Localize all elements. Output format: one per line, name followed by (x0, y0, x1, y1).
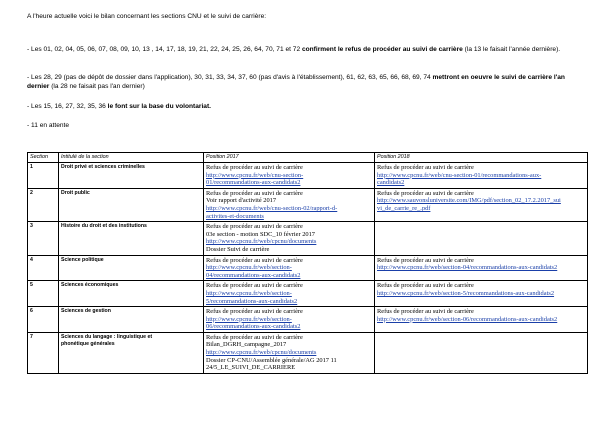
reference-link[interactable]: http://www.cpcnu.fr/web/section-06/recommandations-aux-candidats2 (377, 315, 558, 323)
position-text: Refus de procéder au suivi de carrière (206, 189, 303, 197)
position-text: Voir rapport d'activité 2017 (206, 197, 277, 205)
reference-link[interactable]: candidats2 (377, 179, 405, 187)
reference-link[interactable]: activites-et-documents (206, 212, 264, 220)
position-2018-cell (375, 332, 588, 373)
section-number: 6 (28, 307, 59, 333)
section-title-line: Sciences économiques (61, 282, 119, 289)
table-body (28, 163, 588, 374)
position-2017-cell (204, 222, 375, 255)
position-2018-cell (375, 222, 588, 255)
paragraph-confirm: - Les 01, 02, 04, 05, 06, 07, 08, 09, 10, 13 , 14, 17, 18, 19, 21, 22, 24, 25, 26, 64, 70, 71 et 72 confirment le refus de procéder au suivi de carrière (la 13 le faisait l'année dernière). (27, 46, 561, 53)
reference-link[interactable]: http://www.cpcnu.fr/web/section- (206, 315, 292, 323)
reference-link[interactable]: 5/recommandations-aux-candidats2 (206, 297, 298, 305)
section-title-line: Sciences du langage : linguistique et (61, 333, 153, 340)
reference-link[interactable]: http://www.cpcnu.fr/web/section- (206, 289, 292, 297)
reference-link[interactable]: 01/recommandations-aux-candidats2 (206, 179, 301, 187)
reference-link[interactable]: http://www.cpcnu.fr/web/cnu-section-01/recommandations-aux- (377, 171, 542, 179)
position-text: Refus de procéder au suivi de carrière (377, 164, 474, 171)
reference-link[interactable]: http://www.cpcnu.fr/web/cnu-section- (206, 171, 304, 179)
position-text: Refus de procéder au suivi de carrière (206, 308, 303, 316)
position-text: Refus de procéder au suivi de carrière (377, 282, 474, 290)
paragraph-resume: - Les 28, 29 (pas de dépôt de dossier dans l'application), 30, 31, 33, 34, 37, 60 (pas d'avis à l'établissement), 61, 62, 63, 65, 66, 68, 69, 74 mettront en oeuvre le suivi de carrière l'an dernier (la 28 ne faisait pas l'an dernier) (27, 74, 565, 90)
position-text: Refus de procéder au suivi de carrière (377, 308, 474, 316)
position-text: Refus de procéder au suivi de carrière (206, 256, 303, 264)
section-title (59, 281, 204, 307)
reference-link[interactable]: http://www.sauvonsluniversite.com/IMG/pdf/section_02_17.2.2017_sui (377, 197, 561, 205)
paragraph-volunteer: - Les 15, 16, 27, 32, 35, 36 le font sur la base du volontariat. (27, 103, 211, 110)
header-position-2017: Position 2017 (204, 153, 375, 163)
position-2018-cell (375, 163, 588, 189)
position-2018-cell (375, 307, 588, 333)
section-title-line: Droit privé et sciences criminelles (61, 164, 145, 170)
table-row (28, 281, 588, 307)
table-row (28, 222, 588, 255)
paragraph-waiting: - 11 en attente (27, 122, 70, 129)
table-row (28, 307, 588, 333)
position-2017-cell (204, 332, 375, 373)
position-text: Refus de procéder au suivi de carrière (206, 164, 303, 171)
sections-table (27, 152, 588, 374)
position-2017-cell (204, 307, 375, 333)
position-2017-cell (204, 163, 375, 189)
table-row (28, 255, 588, 281)
intro-paragraph: A l'heure actuelle voici le bilan concernant les sections CNU et le suivi de carrière: (27, 13, 267, 20)
reference-link[interactable]: 06/recommandations-aux-candidats2 (206, 323, 301, 331)
reference-link[interactable]: http://www.cpcnu.fr/web/section- (206, 264, 292, 272)
position-text: Refus de procéder au suivi de carrière (377, 189, 474, 197)
section-number: 4 (28, 255, 59, 281)
section-number: 5 (28, 281, 59, 307)
section-number: 3 (28, 222, 59, 255)
section-title-line: Science politique (61, 256, 104, 263)
section-title-line: phonétique générales (61, 340, 115, 347)
header-intitule: Intitulé de la section (59, 153, 204, 163)
section-title-line: Droit public (61, 189, 90, 196)
reference-link[interactable]: http://www.cpcnu.fr/web/cpcnu/documents (206, 349, 317, 357)
section-number: 2 (28, 188, 59, 221)
position-text: Refus de procéder au suivi de carrière (377, 256, 474, 264)
section-title (59, 332, 204, 373)
position-2017-cell (204, 281, 375, 307)
reference-link[interactable]: vi_de_carrie_re_.pdf (377, 204, 431, 212)
section-title (59, 222, 204, 255)
position-text: Refus de procéder au suivi de carrière (206, 223, 303, 231)
reference-link[interactable]: http://www.cpcnu.fr/web/section-5/recommandations-aux-candidats2 (377, 289, 555, 297)
section-title (59, 163, 204, 189)
section-title (59, 307, 204, 333)
reference-link[interactable]: http://www.cpcnu.fr/web/cnu-section-02/rapport-d- (206, 204, 338, 212)
header-position-2018: Position 2018 (375, 153, 588, 163)
position-2018-cell (375, 255, 588, 281)
table-header-row (28, 153, 588, 163)
section-title-line: Histoire du droit et des institutions (61, 223, 147, 230)
table-row (28, 163, 588, 189)
position-text: Refus de procéder au suivi de carrière (206, 333, 303, 341)
section-title (59, 188, 204, 221)
header-section: Section (28, 153, 59, 163)
position-text: Dossier Suivi de carrière (206, 245, 270, 253)
position-text: Dossier CP-CNU/Assemblée générale/AG 2017 11 (206, 356, 337, 364)
reference-link[interactable]: 04/recommandations-aux-candidats2 (206, 271, 301, 279)
section-number: 7 (28, 332, 59, 373)
position-text: Bilan_DGRH_campagne_2017 (206, 341, 287, 349)
section-title (59, 255, 204, 281)
position-text: 03e section - motion SDC_10 février 2017 (206, 230, 315, 238)
reference-link[interactable]: http://www.cpcnu.fr/web/cpcnu/documents (206, 238, 317, 246)
position-text: Refus de procéder au suivi de carrière (206, 282, 303, 290)
position-2018-cell (375, 281, 588, 307)
position-2018-cell (375, 188, 588, 221)
position-text: 24/5_LE_SUIVI_DE_CARRIERE (206, 364, 296, 372)
section-number: 1 (28, 163, 59, 189)
table-row (28, 332, 588, 373)
position-2017-cell (204, 255, 375, 281)
reference-link[interactable]: http://www.cpcnu.fr/web/section-04/recommandations-aux-candidats2 (377, 264, 558, 272)
section-title-line: Sciences de gestion (61, 308, 111, 315)
table-row (28, 188, 588, 221)
position-2017-cell (204, 188, 375, 221)
